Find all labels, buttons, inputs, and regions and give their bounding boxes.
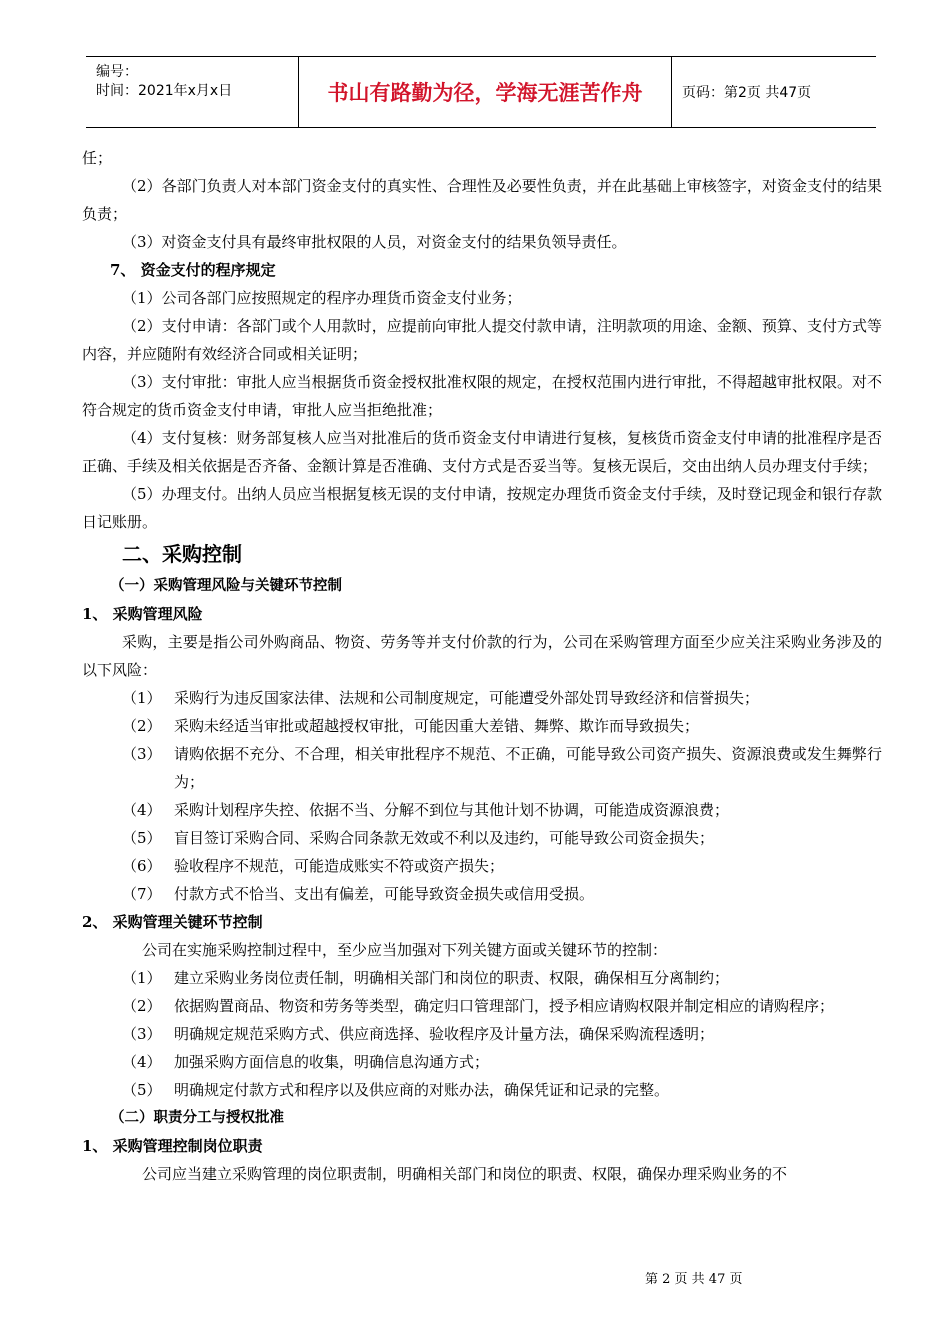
paragraph: （5）办理支付。出纳人员应当根据复核无误的支付申请，按规定办理货币资金支付手续，及时登记现金和银行存款日记账册。: [82, 485, 882, 531]
section-heading: 7、 资金支付的程序规定: [110, 261, 276, 279]
item-number: （3）: [122, 745, 162, 763]
item-text: 盲目签订采购合同、采购合同条款无效或不利以及违约，可能导致公司资金损失；: [174, 829, 715, 847]
paragraph: （2）支付申请：各部门或个人用款时，应提前向审批人提交付款申请，注明款项的用途、金额、预算、支付方式等内容，并应随附有效经济合同或相关证明；: [82, 317, 882, 363]
item-number: （5）: [122, 829, 162, 847]
list-item: [82, 1048, 882, 1076]
item-text: 建立采购业务岗位责任制，明确相关部门和岗位的职责、权限，确保相互分离制约；: [174, 969, 730, 987]
item-number: （6）: [122, 857, 162, 875]
list-item: [82, 852, 882, 880]
paragraph: （2）各部门负责人对本部门资金支付的真实性、合理性及必要性负责，并在此基础上审核签字，对资金支付的结果负责；: [82, 177, 882, 223]
list-item: [82, 1020, 882, 1048]
item-number: （1）: [122, 689, 162, 707]
paragraph: 采购，主要是指公司外购商品、物资、劳务等并支付价款的行为，公司在采购管理方面至少应关注采购业务涉及的以下风险：: [82, 633, 882, 679]
item-text: 明确规定规范采购方式、供应商选择、验收程序及计量方法，确保采购流程透明；: [174, 1025, 715, 1043]
item-text: 采购未经适当审批或超越授权审批，可能因重大差错、舞弊、欺诈而导致损失；: [174, 717, 700, 735]
item-number: （2）: [122, 717, 162, 735]
header-page-info: 页码：第2页 共47页: [682, 85, 812, 101]
item-text: 采购行为违反国家法律、法规和公司制度规定，可能遭受外部处罚导致经济和信誉损失；: [174, 689, 760, 707]
item-text: 验收程序不规范，可能造成账实不符或资产损失；: [174, 857, 505, 875]
paragraph: （3）对资金支付具有最终审批权限的人员，对资金支付的结果负领导责任。: [122, 233, 627, 251]
paragraph: （1）公司各部门应按照规定的程序办理货币资金支付业务；: [122, 289, 522, 307]
paragraph: （4）支付复核：财务部复核人应当对批准后的货币资金支付申请进行复核，复核货币资金支付申请的批准程序是否正确、手续及相关依据是否齐备、金额计算是否准确、支付方式是否妥当等。复核无误后，交由出纳人员办理支付手续；: [82, 429, 882, 475]
subsection-heading: （二）职责分工与授权批准: [110, 1109, 284, 1126]
page-footer: 第 2 页 共 47 页: [645, 1272, 743, 1287]
document-body: [82, 144, 882, 1188]
paragraph: 任；: [82, 149, 113, 167]
item-number: （4）: [122, 801, 162, 819]
item-text: 采购计划程序失控、依据不当、分解不到位与其他计划不协调，可能造成资源浪费；: [174, 801, 730, 819]
page-header: [86, 56, 876, 128]
item-number: （5）: [122, 1081, 162, 1099]
item-number: （3）: [122, 1025, 162, 1043]
risk-list: [82, 684, 882, 908]
list-item: [82, 824, 882, 852]
control-list: [82, 964, 882, 1104]
item-text: 请购依据不充分、不合理，相关审批程序不规范、不正确，可能导致公司资产损失、资源浪费或发生舞弊行为；: [174, 745, 882, 791]
header-meta: [86, 57, 298, 127]
list-item: [82, 796, 882, 824]
list-item: [82, 684, 882, 712]
list-item: [82, 1076, 882, 1104]
paragraph: 公司在实施采购控制过程中，至少应当加强对下列关键方面或关键环节的控制：: [142, 941, 668, 959]
item-text: 加强采购方面信息的收集，明确信息沟通方式；: [174, 1053, 490, 1071]
list-item: [82, 992, 882, 1020]
item-text: 付款方式不恰当、支出有偏差，可能导致资金损失或信用受损。: [174, 885, 595, 903]
paragraph: （3）支付审批：审批人应当根据货币资金授权批准权限的规定，在授权范围内进行审批，不得超越审批权限。对不符合规定的货币资金支付申请，审批人应当拒绝批准；: [82, 373, 882, 419]
item-number: （2）: [122, 997, 162, 1015]
paragraph: 公司应当建立采购管理的岗位职责制，明确相关部门和岗位的职责、权限，确保办理采购业务的不: [142, 1165, 788, 1183]
section-heading: 1、 采购管理风险: [82, 605, 203, 623]
list-item: [82, 712, 882, 740]
item-number: （1）: [122, 969, 162, 987]
section-heading: 2、 采购管理关键环节控制: [82, 913, 263, 931]
list-item: [82, 740, 882, 796]
list-item: [82, 964, 882, 992]
item-number: （7）: [122, 885, 162, 903]
list-item: [82, 880, 882, 908]
header-motto: 书山有路勤为径，学海无涯苦作舟: [298, 57, 672, 127]
item-text: 明确规定付款方式和程序以及供应商的对账办法，确保凭证和记录的完整。: [174, 1081, 670, 1099]
section-heading: 1、 采购管理控制岗位职责: [82, 1137, 263, 1155]
doc-code-label: 编号：: [96, 64, 138, 80]
chapter-heading: 二、采购控制: [122, 542, 242, 566]
subsection-heading: （一）采购管理风险与关键环节控制: [110, 577, 342, 594]
item-text: 依据购置商品、物资和劳务等类型，确定归口管理部门，授予相应请购权限并制定相应的请购程序；: [174, 997, 835, 1015]
doc-time-label: 时间：2021年x月x日: [96, 83, 233, 99]
item-number: （4）: [122, 1053, 162, 1071]
